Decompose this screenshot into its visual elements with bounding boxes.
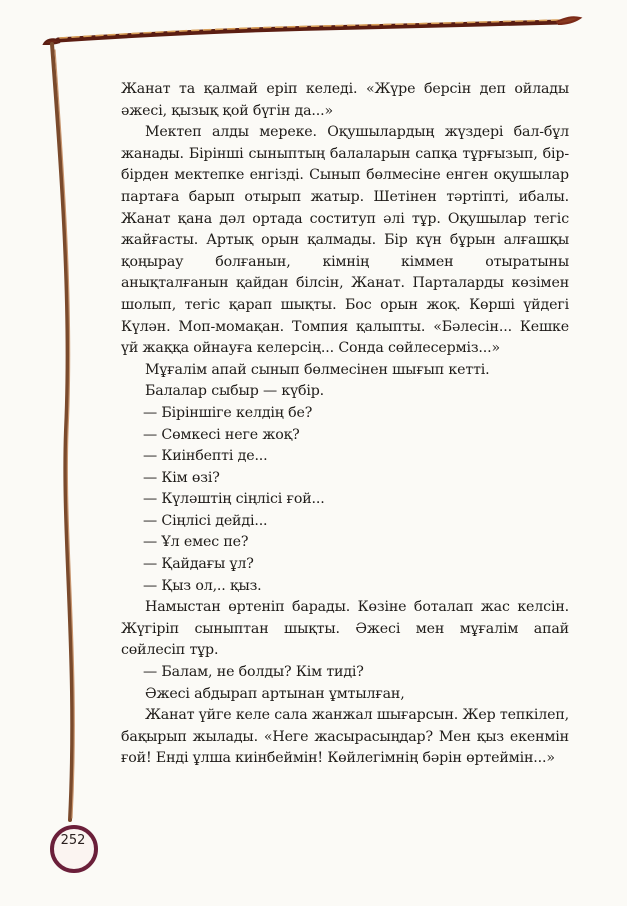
dialogue-line: — Қайдағы ұл? xyxy=(143,556,254,573)
paragraph: Намыстан өртеніп барады. Көзіне боталап жас келсін. Жүгіріп сыныптан шықты. Әжесі мен мұғалім апай сөйлесіп тұр. xyxy=(121,599,569,659)
paragraph: Жанат үйге келе сала жанжал шығарсын. Жер тепкілеп, бақырып жылады. «Неге жасырасыңдар? Мен қыз екенмін ғой! Енді ұлша киінбеймін! Көйлегімнің бәрін өртеймін...» xyxy=(121,707,569,767)
page-number: 252 xyxy=(60,833,86,848)
top-rope-ornament xyxy=(58,22,560,40)
dialogue-line: — Киінбепті де... xyxy=(143,448,268,465)
dialogue-line: — Қыз ол,.. қыз. xyxy=(143,577,262,594)
dialogue-line: — Сөмкесі неге жоқ? xyxy=(143,426,300,443)
dialogue-line: — Ұл емес пе? xyxy=(143,534,249,551)
paragraph: Әжесі абдырап артынан ұмтылған, xyxy=(145,685,405,702)
paragraph: Мұғалім апай сынып бөлмесінен шығып кетті. xyxy=(145,361,490,378)
dialogue-line: — Балам, не болды? Кім тиді? xyxy=(143,664,364,681)
paragraph: Жанат та қалмай еріп келеді. «Жүре берсін деп ойлады әжесі, қызық қой бүгін да...» xyxy=(121,81,569,119)
rope-tail xyxy=(556,17,580,24)
dialogue-line: — Күләштің сіңлісі ғой... xyxy=(143,491,325,508)
paragraph: Мектеп алды мереке. Оқушылардың жүздері бал-бұл жанады. Бірінші сыныптың балаларын сапқа тұрғызып, бір-бірден мектепке енгізді. Сынып бөлмесіне енген оқушылар партаға барып отырып жатыр. Шетінен тәртіпті, ибалы. Жанат қана дәл ортада соституп әлі тұр. Оқушылар тегіс жайғасты. Артық орын қалмады. Бір күн бұрын алғашқы қоңырау болғанын, кімнің кіммен отыратыны анықталғанын қайдан білсін, Жанат. Парталарды көзімен шолып, тегіс қарап шықты. Бос орын жоқ. Көрші үйдегі Күлән. Моп-момақан. Томпия қалыпты. «Бәлесін... Кешке үй жаққа ойнауға келерсің... Сонда сөйлесерміз...» xyxy=(121,124,569,357)
dialogue-line: — Сіңлісі дейді... xyxy=(143,512,268,529)
story-text xyxy=(121,79,569,770)
paragraph: Балалар сыбыр — күбір. xyxy=(145,383,325,400)
dialogue-line: — Кім өзі? xyxy=(143,469,220,486)
dialogue-line: — Біріншіге келдің бе? xyxy=(143,404,313,421)
